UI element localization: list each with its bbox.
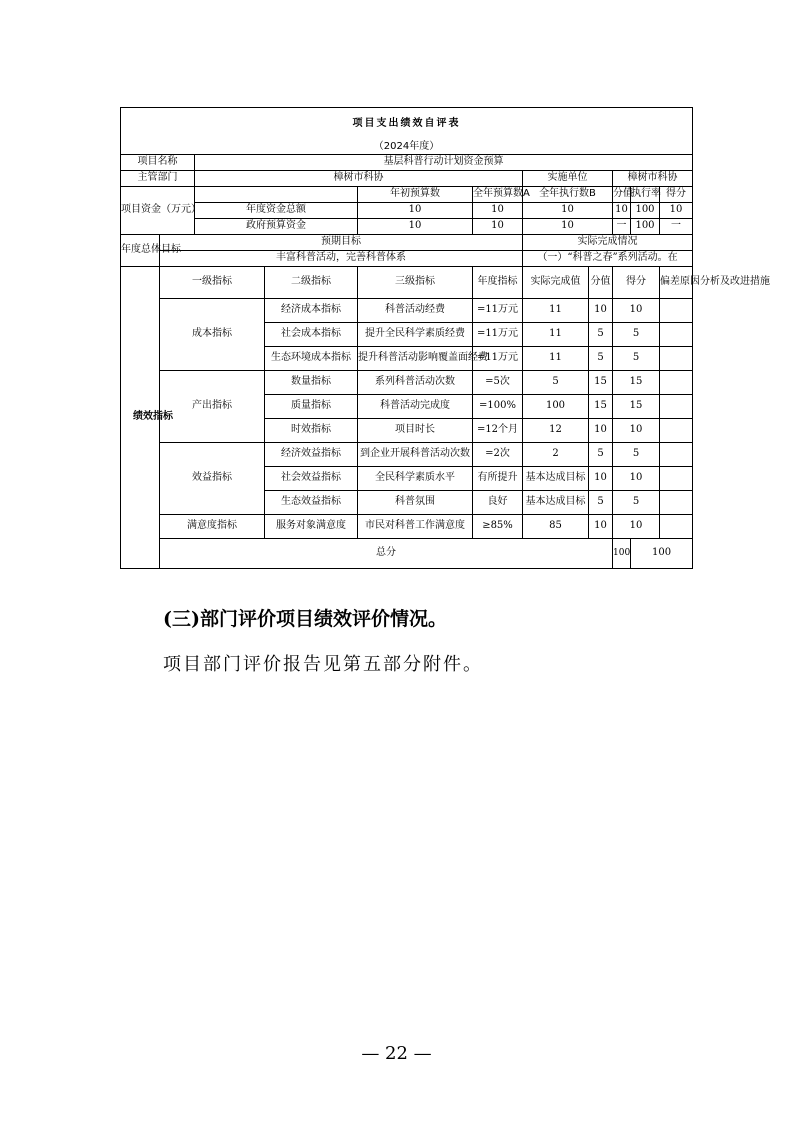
score-cell: 10: [613, 467, 660, 491]
level2-cell: 经济效益指标: [265, 443, 358, 467]
level3-cell: 到企业开展科普活动次数: [358, 443, 473, 467]
header-reason: 偏差原因分析及改进措施: [660, 267, 693, 299]
actual-cell: 11: [523, 347, 589, 371]
score-cell: 15: [613, 371, 660, 395]
reason-cell: [660, 443, 693, 467]
actual-completion-label: 实际完成情况: [523, 235, 693, 251]
actual-cell: 11: [523, 323, 589, 347]
gov-budget-exec-rate: 100: [631, 219, 660, 235]
level2-cell: 质量指标: [265, 395, 358, 419]
level1-cost: 成本指标: [160, 299, 265, 371]
section-heading: (三)部门评价项目绩效评价情况。: [163, 608, 447, 630]
annual-total-full-exec: 10: [523, 203, 613, 219]
level2-cell: 经济成本指标: [265, 299, 358, 323]
score-value-cell: 5: [589, 443, 613, 467]
header-annual: 年度指标: [473, 267, 523, 299]
actual-cell: 基本达成目标: [523, 467, 589, 491]
annual-cell: =100%: [473, 395, 523, 419]
reason-cell: [660, 299, 693, 323]
annual-cell: =12个月: [473, 419, 523, 443]
actual-cell: 100: [523, 395, 589, 419]
reason-cell: [660, 347, 693, 371]
actual-completion-text: （一）“科普之春”系列活动。在: [523, 251, 693, 267]
annual-total-initial: 10: [358, 203, 473, 219]
project-name-value: 基层科普行动计划资金预算: [195, 155, 693, 171]
level3-cell: 系列科普活动次数: [358, 371, 473, 395]
score-value-cell: 5: [589, 491, 613, 515]
col-full-exec: 全年执行数B: [523, 187, 613, 203]
score-cell: 10: [613, 515, 660, 539]
reason-cell: [660, 515, 693, 539]
header-score-value: 分值: [589, 267, 613, 299]
annual-cell: =11万元: [473, 299, 523, 323]
page-number: — 22 —: [361, 1043, 432, 1064]
project-name-label: 项目名称: [121, 155, 195, 171]
score-value-cell: 15: [589, 371, 613, 395]
col-initial-budget: 年初预算数: [358, 187, 473, 203]
annual-cell: =2次: [473, 443, 523, 467]
dept-value: 樟树市科协: [195, 171, 523, 187]
score-value-cell: 5: [589, 347, 613, 371]
col-exec-rate: 执行率: [631, 187, 660, 203]
expected-goal-label: 预期目标: [160, 235, 523, 251]
reason-cell: [660, 419, 693, 443]
level2-cell: 生态效益指标: [265, 491, 358, 515]
annual-total-score-value: 10: [613, 203, 631, 219]
gov-budget-score: 一: [660, 219, 693, 235]
level2-cell: 社会成本指标: [265, 323, 358, 347]
body-paragraph: 项目部门评价报告见第五部分附件。: [163, 654, 483, 675]
annual-total-score: 10: [660, 203, 693, 219]
actual-cell: 基本达成目标: [523, 491, 589, 515]
level3-cell: 市民对科普工作满意度: [358, 515, 473, 539]
level1-output: 产出指标: [160, 371, 265, 443]
annual-cell: 有所提升: [473, 467, 523, 491]
level3-cell: 全民科学素质水平: [358, 467, 473, 491]
level2-cell: 时效指标: [265, 419, 358, 443]
level2-cell: 生态环境成本指标: [265, 347, 358, 371]
actual-cell: 12: [523, 419, 589, 443]
total-label: 总分: [160, 539, 613, 569]
funds-header-blank: [195, 187, 358, 203]
funds-label: 项目资金（万元）: [121, 187, 195, 235]
score-cell: 10: [613, 419, 660, 443]
col-full-budget: 全年预算数A: [473, 187, 523, 203]
score-value-cell: 10: [589, 515, 613, 539]
score-cell: 5: [613, 443, 660, 467]
overall-goal-label: 年度总体目标: [121, 235, 160, 267]
level2-cell: 社会效益指标: [265, 467, 358, 491]
actual-cell: 85: [523, 515, 589, 539]
annual-cell: 良好: [473, 491, 523, 515]
col-score: 得分: [660, 187, 693, 203]
table-year: （2024年度）: [121, 141, 693, 155]
gov-budget-full-budget: 10: [473, 219, 523, 235]
reason-cell: [660, 371, 693, 395]
gov-budget-initial: 10: [358, 219, 473, 235]
dept-label: 主管部门: [121, 171, 195, 187]
score-cell: 5: [613, 491, 660, 515]
header-level3: 三级指标: [358, 267, 473, 299]
level1-benefit: 效益指标: [160, 443, 265, 515]
actual-cell: 5: [523, 371, 589, 395]
gov-budget-label: 政府预算资金: [195, 219, 358, 235]
annual-total-exec-rate: 100: [631, 203, 660, 219]
annual-cell: ≥85%: [473, 515, 523, 539]
actual-cell: 2: [523, 443, 589, 467]
total-score: 100: [631, 539, 693, 569]
score-value-cell: 10: [589, 419, 613, 443]
header-level1: 一级指标: [160, 267, 265, 299]
col-score-value: 分值: [613, 187, 631, 203]
score-value-cell: 15: [589, 395, 613, 419]
score-cell: 10: [613, 299, 660, 323]
annual-cell: =5次: [473, 371, 523, 395]
level1-satisfaction: 满意度指标: [160, 515, 265, 539]
annual-cell: =11万元: [473, 347, 523, 371]
perf-indicator-label: 绩效指标: [121, 267, 160, 569]
score-value-cell: 5: [589, 323, 613, 347]
level3-cell: 项目时长: [358, 419, 473, 443]
score-value-cell: 10: [589, 467, 613, 491]
impl-unit-label: 实施单位: [523, 171, 613, 187]
reason-cell: [660, 491, 693, 515]
table-title: 项目支出绩效自评表: [121, 108, 693, 141]
score-cell: 5: [613, 323, 660, 347]
level3-cell: 提升科普活动影响覆盖面经费: [358, 347, 473, 371]
actual-cell: 11: [523, 299, 589, 323]
reason-cell: [660, 323, 693, 347]
total-value: 100: [613, 539, 631, 569]
gov-budget-full-exec: 10: [523, 219, 613, 235]
reason-cell: [660, 395, 693, 419]
performance-evaluation-table: [120, 107, 770, 569]
header-actual: 实际完成值: [523, 267, 589, 299]
performance-evaluation-table-sheet: [120, 107, 770, 583]
score-value-cell: 10: [589, 299, 613, 323]
header-score: 得分: [613, 267, 660, 299]
annual-total-label: 年度资金总额: [195, 203, 358, 219]
level2-cell: 服务对象满意度: [265, 515, 358, 539]
gov-budget-score-value: 一: [613, 219, 631, 235]
annual-total-full-budget: 10: [473, 203, 523, 219]
score-cell: 5: [613, 347, 660, 371]
level3-cell: 科普活动完成度: [358, 395, 473, 419]
expected-goal-text: 丰富科普活动，完善科普体系: [160, 251, 523, 267]
reason-cell: [660, 467, 693, 491]
header-level2: 二级指标: [265, 267, 358, 299]
level3-cell: 科普氛围: [358, 491, 473, 515]
impl-unit-value: 樟树市科协: [613, 171, 693, 187]
annual-cell: =11万元: [473, 323, 523, 347]
score-cell: 15: [613, 395, 660, 419]
level2-cell: 数量指标: [265, 371, 358, 395]
level3-cell: 科普活动经费: [358, 299, 473, 323]
level3-cell: 提升全民科学素质经费: [358, 323, 473, 347]
